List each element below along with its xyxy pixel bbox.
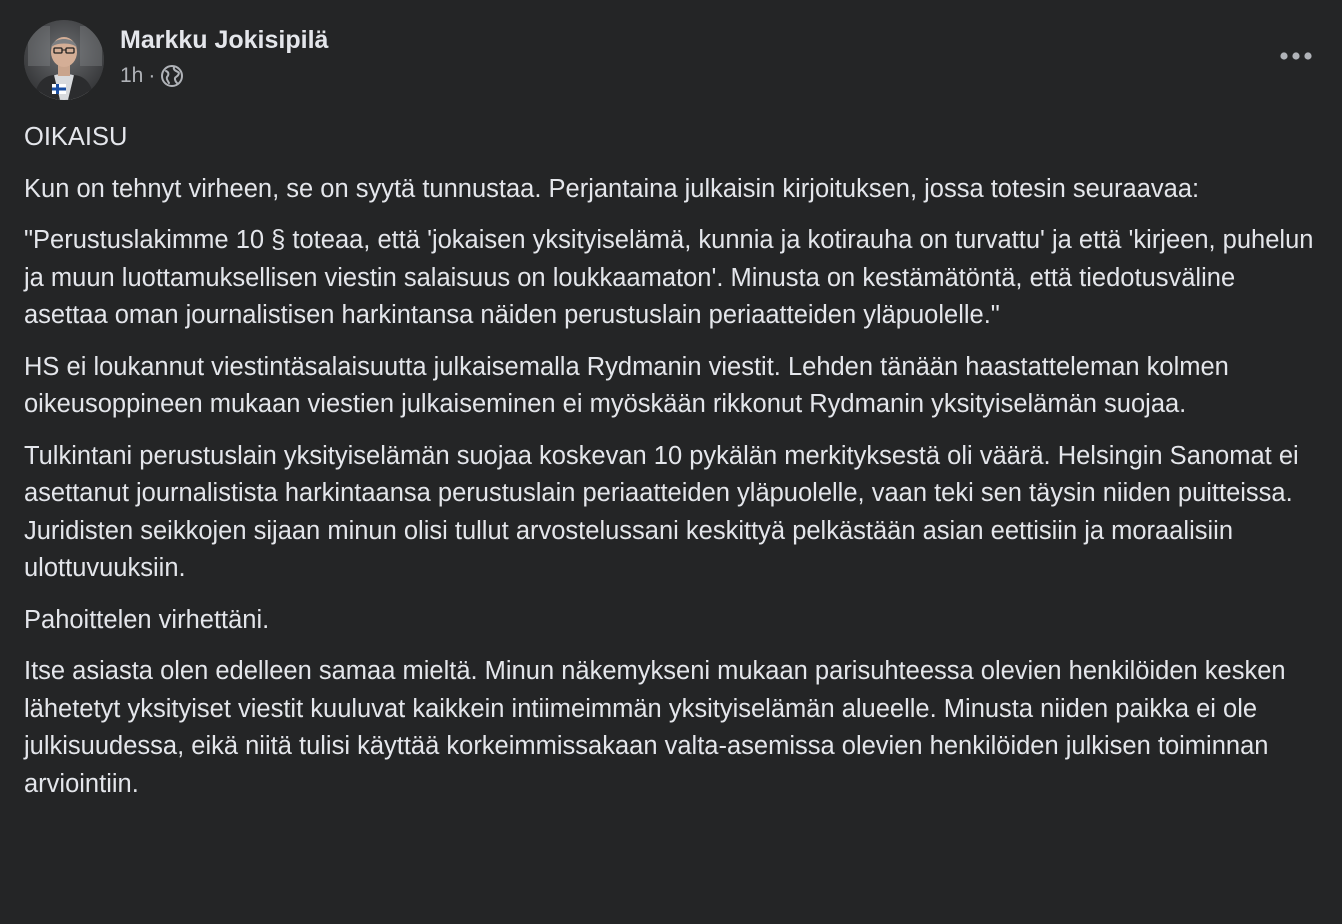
- post-body: [24, 119, 1318, 817]
- post-header: [24, 20, 1318, 102]
- post-paragraph: Pahoittelen virhettäni.: [24, 605, 270, 634]
- globe-icon[interactable]: [160, 64, 184, 88]
- avatar-image: [24, 20, 104, 100]
- post-paragraph: Itse asiasta olen edelleen samaa mieltä. Minun näkemykseni mukaan parisuhteessa olevien henkilöiden kesken lähetetyt yksityiset viestit kuuluvat kaikkein intiimeimmän yksityiselämän alueelle. Minusta niiden paikka ei ole julkisuudessa, eikä niitä tulisi käyttää korkeimmissakaan valta-asemissa olevien henkilöiden julkisen toiminnan arviointiin.: [24, 657, 1286, 798]
- post-meta: [120, 62, 184, 90]
- post-paragraph-heading: OIKAISU: [24, 123, 128, 151]
- post-paragraph: HS ei loukannut viestintäsalaisuutta julkaisemalla Rydmanin viestit. Lehden tänään haastatteleman kolmen oikeusoppineen mukaan viestien julkaiseminen ei myöskään rikkonut Rydmanin yksityiselämän suojaa.: [24, 352, 1229, 418]
- post-paragraph: Tulkintani perustuslain yksityiselämän suojaa koskevan 10 pykälän merkityksestä oli väärä. Helsingin Sanomat ei asettanut journalistista harkintaansa perustuslain periaatteiden yläpuolelle, vaan teki sen täysin niiden puitteissa. Juridisten seikkojen sijaan minun olisi tullut arvostelussani keskittyä pelkästään asian eettisiin ja moraalisiin ulottuvuuksiin.: [24, 441, 1299, 582]
- more-options-button[interactable]: [1274, 38, 1318, 74]
- post-paragraph-quote: "Perustuslakimme 10 § toteaa, että 'jokaisen yksityiselämä, kunnia ja kotirauha on turvattu' ja että 'kirjeen, puhelun ja muun luottamuksellisen viestin salaisuus on loukkaamaton'. Minusta on kestämätöntä, että tiedotusväline asettaa oman journalistisen harkintansa näiden perustuslain periaatteiden yläpuolelle.": [24, 226, 1314, 329]
- post-paragraph: Kun on tehnyt virheen, se on syytä tunnustaa. Perjantaina julkaisin kirjoituksen, jossa totesin seuraavaa:: [24, 174, 1200, 203]
- author-name[interactable]: Markku Jokisipilä: [120, 26, 329, 54]
- author-avatar[interactable]: [24, 20, 104, 100]
- post-timestamp[interactable]: 1h: [120, 64, 144, 87]
- more-horizontal-icon: [1278, 50, 1314, 62]
- meta-separator: ·: [148, 64, 156, 87]
